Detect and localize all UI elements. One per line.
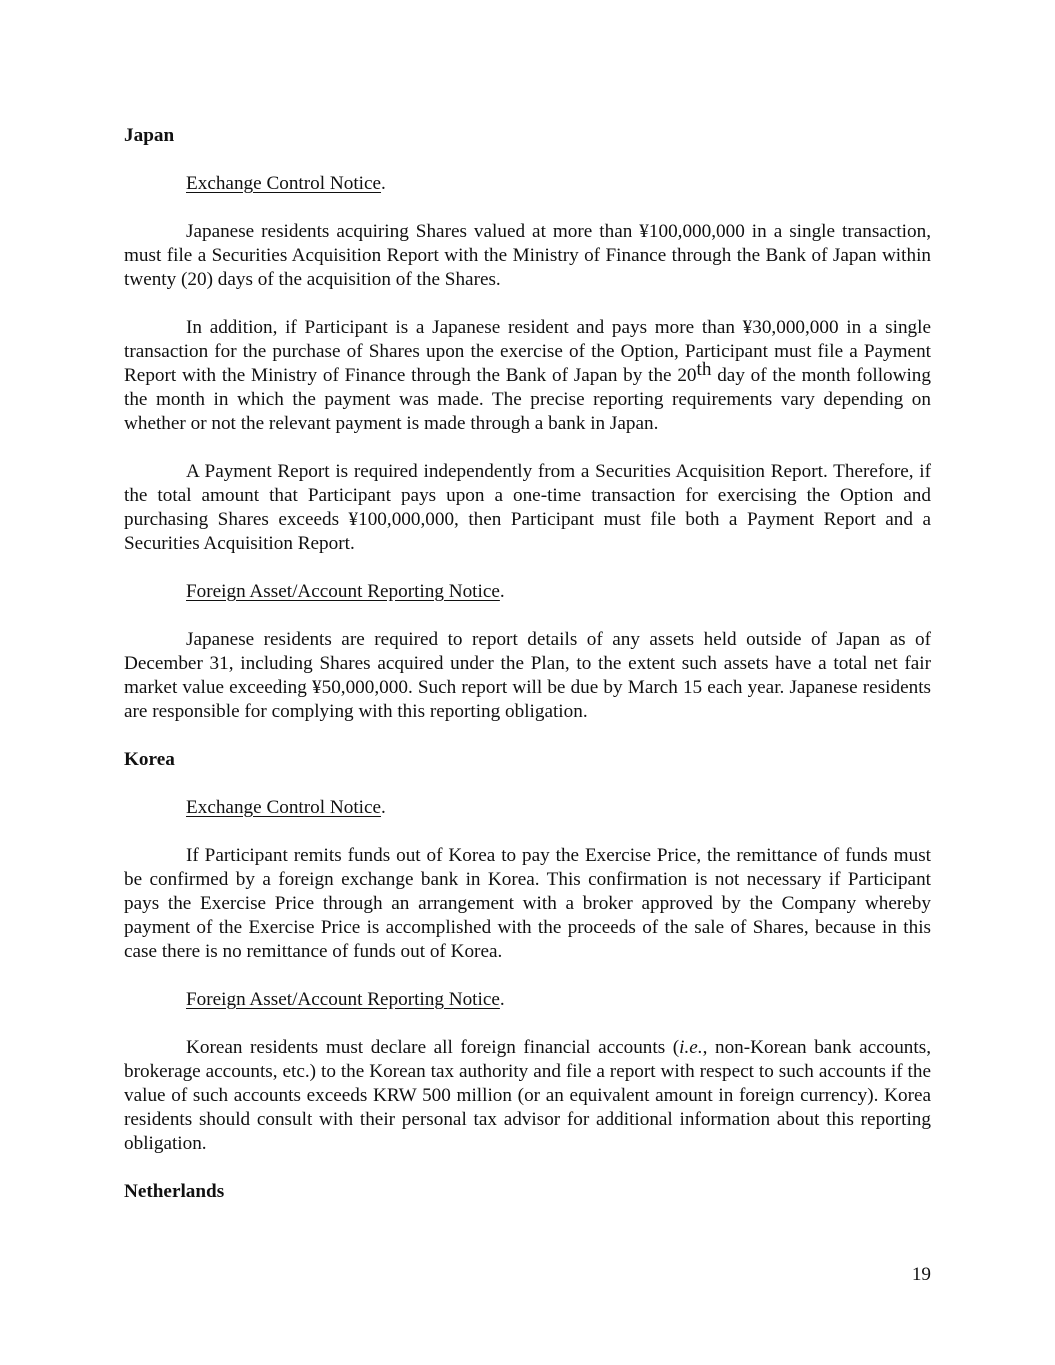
paragraph-text: day of the month following the month in which the payment was made. The precise reporting requirements vary depending on whether or not the relevant payment is made through a bank in Japan.	[124, 365, 931, 434]
section-heading-korea: Korea	[124, 749, 175, 770]
paragraph-text: In addition, if Participant is a Japanese resident and pays more than ¥30,000,000 in a single transaction for the purchase of Shares upon the exercise of the Option, Participant must file a Payment Report with the Ministry of Finance through the Bank of Japan by the 20	[124, 317, 931, 386]
paragraph-text: , non-Korean bank accounts, brokerage accounts, etc.) to the Korean tax authority and file a report with respect to such accounts if the value of such accounts exceeds KRW 500 million (or an equivalent amount in foreign currency). Korea residents should consult with their personal tax advisor for additional information about this reporting obligation.	[124, 1037, 931, 1154]
document-page	[124, 124, 931, 1228]
paragraph-japan-payment-vs-securities: A Payment Report is required independently from a Securities Acquisition Report. Therefore, if the total amount that Participant pays upon a one-time transaction for exercising the Option and purchasing Shares exceeds ¥100,000,000, then Participant must file both a Payment Report and a Securities Acquisition Report.	[124, 461, 931, 554]
subheading-exchange-control-japan	[186, 172, 931, 196]
subheading-title: Exchange Control Notice	[186, 173, 382, 194]
subheading-punct: .	[381, 173, 386, 194]
paragraph-japan-foreign-asset: Japanese residents are required to report details of any assets held outside of Japan as of December 31, including Shares acquired under the Plan, to the extent such assets have a total net fair market value exceeding ¥50,000,000. Such report will be due by March 15 each year. Japanese residents are responsible for complying with this reporting obligation.	[124, 629, 931, 722]
subheading-title: Foreign Asset/Account Reporting Notice	[186, 989, 500, 1010]
subheading-title: Exchange Control Notice	[186, 797, 382, 818]
subheading-foreign-asset-korea	[186, 988, 931, 1012]
section-heading-japan: Japan	[124, 125, 175, 146]
subheading-punct: .	[499, 989, 505, 1010]
paragraph-korea-remittance: If Participant remits funds out of Korea to pay the Exercise Price, the remittance of funds must be confirmed by a foreign exchange bank in Korea. This confirmation is not necessary if Participant pays the Exercise Price through an arrangement with a broker approved by the Company whereby payment of the Exercise Price is accomplished with the proceeds of the sale of Shares, because in this case there is no remittance of funds out of Korea.	[124, 845, 931, 962]
page-number: 19	[911, 1264, 931, 1285]
subheading-exchange-control-korea	[186, 796, 931, 820]
paragraph-korea-foreign-asset	[124, 1036, 931, 1156]
ordinal-suffix: th	[696, 359, 712, 380]
paragraph-text: Korean residents must declare all foreign financial accounts (	[186, 1037, 680, 1058]
paragraph-japan-payment-report	[124, 316, 931, 436]
subheading-punct: .	[381, 797, 386, 818]
italic-ie: i.e.	[679, 1037, 703, 1058]
subheading-foreign-asset-japan	[186, 580, 931, 604]
section-heading-netherlands: Netherlands	[124, 1181, 225, 1202]
subheading-title: Foreign Asset/Account Reporting Notice	[186, 581, 500, 602]
paragraph-japan-securities-acquisition: Japanese residents acquiring Shares valued at more than ¥100,000,000 in a single transaction, must file a Securities Acquisition Report with the Ministry of Finance through the Bank of Japan within twenty (20) days of the acquisition of the Shares.	[124, 221, 931, 290]
subheading-punct: .	[499, 581, 505, 602]
